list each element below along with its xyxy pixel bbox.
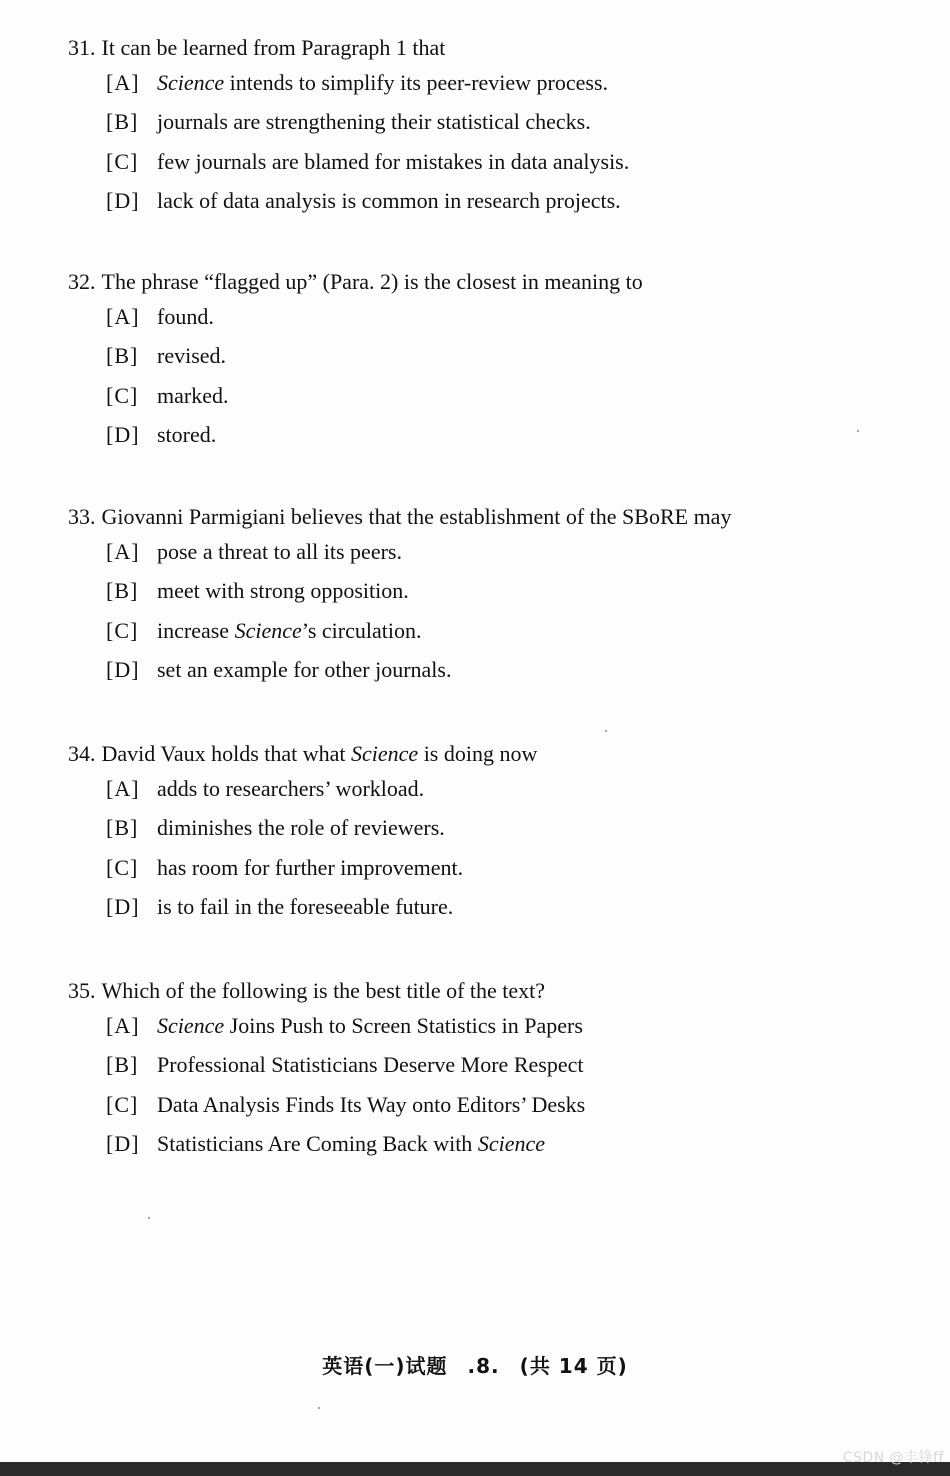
- italic-title: Science: [157, 70, 225, 95]
- scan-speck: [605, 730, 607, 732]
- option-letter: [A]: [106, 776, 140, 801]
- question-stem: [68, 267, 928, 297]
- footer-subject: 英语(一)试题: [322, 1354, 448, 1378]
- question-34: [68, 739, 928, 926]
- option-b: [B] revised.: [106, 336, 928, 375]
- italic-title: Science: [157, 1013, 225, 1038]
- option-letter: [B]: [106, 578, 139, 604]
- option-letter: [C]: [106, 382, 139, 408]
- stem-text: It can be learned from Paragraph 1 that: [101, 35, 446, 60]
- option-a: [A] Science Joins Push to Screen Statistics in Papers: [106, 1006, 928, 1045]
- option-c: [C] few journals are blamed for mistakes in data analysis.: [106, 142, 928, 181]
- question-number: 32.: [68, 269, 96, 294]
- stem-text: Giovanni Parmigiani believes that the establishment of the SBoRE may: [101, 504, 732, 529]
- option-d: [D] set an example for other journals.: [106, 650, 928, 689]
- question-33: [68, 502, 928, 689]
- italic-title: Science: [477, 1130, 545, 1156]
- option-d: [D] is to fail in the foreseeable future.: [106, 887, 928, 926]
- question-number: 34.: [68, 741, 96, 766]
- scan-speck: [318, 1407, 320, 1409]
- option-b: [B] Professional Statisticians Deserve More Respect: [106, 1045, 928, 1084]
- option-c: [C] Data Analysis Finds Its Way onto Editors’ Desks: [106, 1085, 928, 1124]
- stem-text: The phrase “flagged up” (Para. 2) is the closest in meaning to: [101, 269, 643, 294]
- option-letter: [A]: [106, 539, 140, 564]
- question-stem: [68, 33, 928, 63]
- option-letter: [D]: [106, 187, 140, 213]
- option-letter: [D]: [106, 893, 140, 919]
- question-35: [68, 976, 928, 1163]
- option-letter: [B]: [106, 109, 139, 135]
- option-letter: [B]: [106, 815, 139, 841]
- option-letter: [C]: [106, 617, 139, 643]
- option-c: [C] marked.: [106, 376, 928, 415]
- option-letter: [C]: [106, 1091, 139, 1117]
- option-letter: [D]: [106, 421, 140, 447]
- option-d: [D] Statisticians Are Coming Back with Science: [106, 1124, 928, 1163]
- question-number: 31.: [68, 35, 96, 60]
- question-stem: [68, 502, 928, 532]
- option-b: [B] meet with strong opposition.: [106, 571, 928, 610]
- watermark: CSDN @丰锋ff: [842, 1450, 944, 1466]
- option-c: [C] increase Science’s circulation.: [106, 611, 928, 650]
- option-letter: [D]: [106, 656, 140, 682]
- option-c: [C] has room for further improvement.: [106, 848, 928, 887]
- option-letter: [B]: [106, 1052, 139, 1078]
- question-31: [68, 33, 928, 220]
- question-number: 35.: [68, 978, 96, 1003]
- stem-text: David Vaux holds that what Science is doing now: [101, 741, 538, 766]
- option-d: [D] lack of data analysis is common in research projects.: [106, 181, 928, 220]
- option-a: [A] pose a threat to all its peers.: [106, 532, 928, 571]
- option-a: [A] found.: [106, 297, 928, 336]
- stem-text: Which of the following is the best title of the text?: [101, 978, 546, 1003]
- option-letter: [D]: [106, 1130, 140, 1156]
- question-number: 33.: [68, 504, 96, 529]
- option-d: [D] stored.: [106, 415, 928, 454]
- question-stem: [68, 739, 928, 769]
- option-letter: [C]: [106, 148, 139, 174]
- italic-title: Science: [351, 741, 419, 766]
- footer-total-pages: (共 14 页): [519, 1354, 628, 1378]
- scan-speck: [857, 430, 859, 432]
- option-letter: [A]: [106, 1013, 140, 1038]
- scan-speck: [148, 1217, 150, 1219]
- option-a: [A] adds to researchers’ workload.: [106, 769, 928, 808]
- question-stem: [68, 976, 928, 1006]
- question-32: [68, 267, 928, 454]
- option-b: [B] journals are strengthening their statistical checks.: [106, 102, 928, 141]
- option-letter: [B]: [106, 343, 139, 369]
- bottom-bar: [0, 1462, 950, 1476]
- option-letter: [C]: [106, 854, 139, 880]
- page-footer: [0, 1351, 950, 1381]
- option-b: [B] diminishes the role of reviewers.: [106, 808, 928, 847]
- option-a: [A] Science intends to simplify its peer-review process.: [106, 63, 928, 102]
- footer-page-number: .8.: [467, 1354, 500, 1378]
- option-letter: [A]: [106, 304, 140, 329]
- italic-title: Science: [234, 617, 302, 643]
- option-letter: [A]: [106, 70, 140, 95]
